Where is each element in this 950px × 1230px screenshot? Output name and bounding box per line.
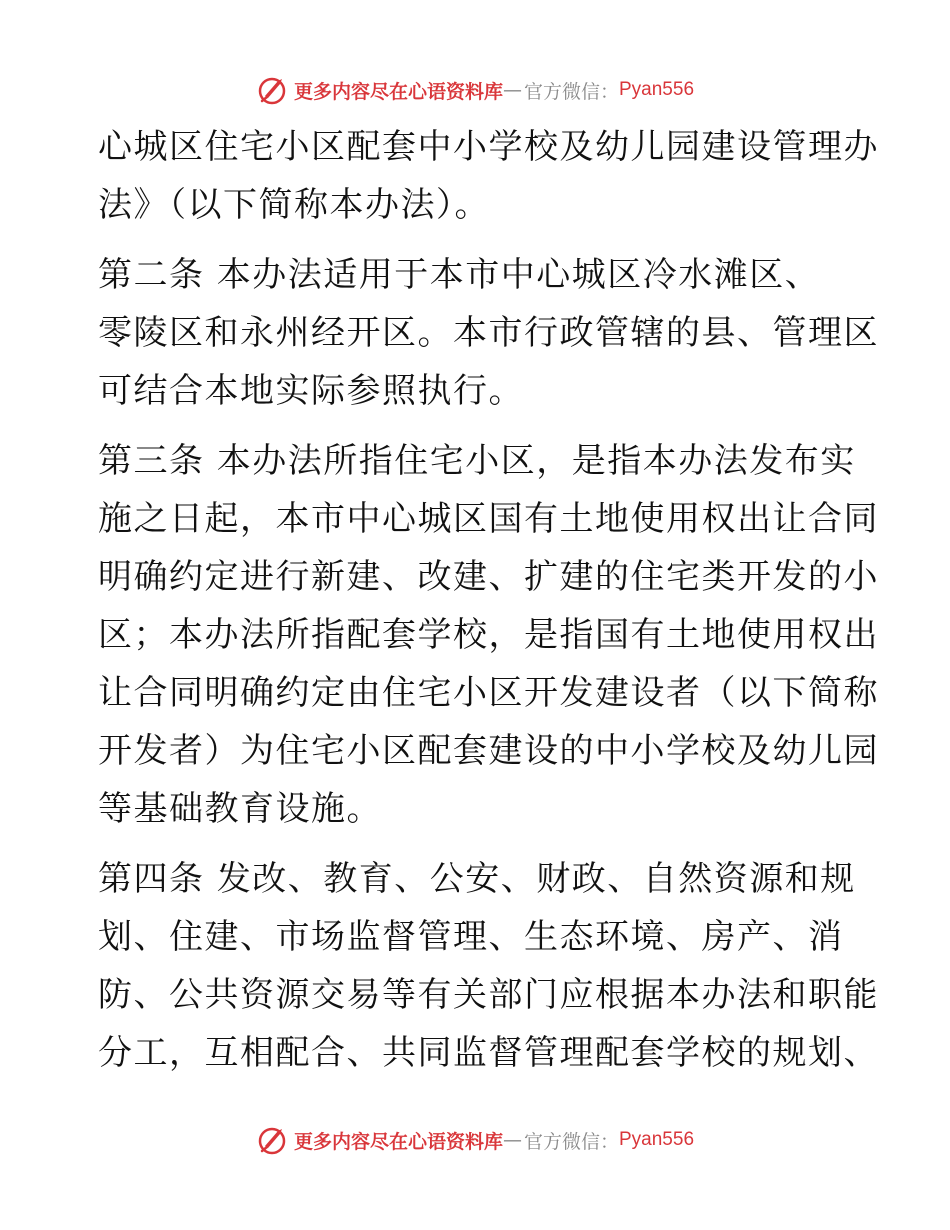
- watermark-wechat-label: 官方微信：: [523, 80, 619, 103]
- text-line: 明确约定进行新建、改建、扩建的住宅类开发的小: [98, 557, 879, 597]
- watermark-site-name: 更多内容尽在心语资料库: [293, 1130, 503, 1153]
- watermark-site-name: 更多内容尽在心语资料库: [293, 80, 503, 103]
- watermark-wechat-id: Pyan556: [619, 79, 695, 100]
- footer-watermark: [0, 1120, 950, 1160]
- text-line: 零陵区和永州经开区。本市行政管辖的县、管理区: [98, 313, 879, 353]
- text-line: 可结合本地实际参照执行。: [98, 371, 524, 411]
- watermark-dash: —: [502, 79, 522, 101]
- text-line: 让合同明确约定由住宅小区开发建设者（以下简称: [98, 673, 879, 713]
- text-line: 等基础教育设施。: [98, 789, 382, 829]
- paragraph-article-4: [98, 850, 879, 1082]
- quill-pen-logo-icon: [256, 1124, 288, 1156]
- text-line: 法》（以下简称本办法）。: [98, 185, 490, 225]
- paragraph-article-2: [98, 246, 879, 420]
- watermark-wechat-id: Pyan556: [619, 1129, 695, 1150]
- paragraph-continuation: [98, 118, 879, 234]
- text-line: 心城区住宅小区配套中小学校及幼儿园建设管理办: [98, 127, 879, 167]
- paragraph-article-3: [98, 432, 879, 838]
- text-line: 施之日起，本市中心城区国有土地使用权出让合同: [98, 499, 879, 539]
- watermark-wechat-label: 官方微信：: [523, 1130, 619, 1153]
- text-line: 第四条 发改、教育、公安、财政、自然资源和规: [98, 859, 856, 899]
- text-line: 第二条 本办法适用于本市中心城区冷水滩区、: [98, 255, 821, 295]
- text-line: 区；本办法所指配套学校，是指国有土地使用权出: [98, 615, 879, 655]
- text-line: 划、住建、市场监督管理、生态环境、房产、消: [98, 917, 844, 957]
- text-line: 开发者）为住宅小区配套建设的中小学校及幼儿园: [98, 731, 879, 771]
- text-line: 防、公共资源交易等有关部门应根据本办法和职能: [98, 975, 879, 1015]
- watermark-dash: —: [502, 1129, 522, 1151]
- header-watermark: [0, 70, 950, 110]
- text-line: 第三条 本办法所指住宅小区，是指本办法发布实: [98, 441, 856, 481]
- document-body: [98, 118, 879, 1094]
- quill-pen-logo-icon: [256, 74, 288, 106]
- text-line: 分工，互相配合、共同监督管理配套学校的规划、: [98, 1033, 879, 1073]
